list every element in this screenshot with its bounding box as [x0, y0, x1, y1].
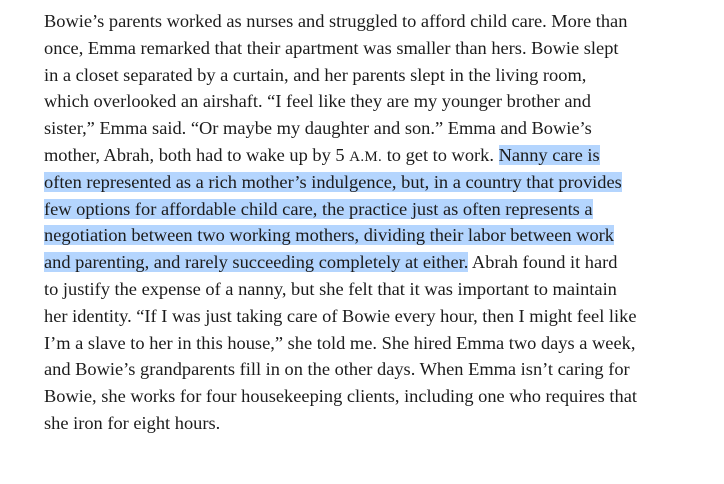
paragraph-line: [44, 142, 716, 169]
paragraph-line: [44, 196, 716, 223]
time-small-caps: A.M.: [349, 148, 383, 165]
paragraph-line: [44, 222, 716, 249]
paragraph-line: [44, 303, 716, 330]
paragraph-line: [44, 383, 716, 410]
paragraph-line: [44, 88, 716, 115]
paragraph-line: [44, 8, 716, 35]
selected-text[interactable]: Nanny care is: [498, 144, 600, 165]
line-text: Abrah found it hard: [468, 252, 618, 273]
line-text: her identity. “If I was just taking care of Bowie every hour, then I might feel like: [44, 305, 637, 326]
line-text: I’m a slave to her in this house,” she told me. She hired Emma two days a week,: [44, 332, 636, 353]
paragraph-line: [44, 115, 716, 142]
line-text: once, Emma remarked that their apartment was smaller than hers. Bowie slept: [44, 37, 619, 58]
paragraph-line: [44, 276, 716, 303]
line-text: sister,” Emma said. “Or maybe my daughter and son.” Emma and Bowie’s: [44, 118, 592, 139]
paragraph-line: [44, 62, 716, 89]
paragraph-line: [44, 356, 716, 383]
selected-text[interactable]: often represented as a rich mother’s indulgence, but, in a country that provides: [44, 171, 622, 192]
line-text: Bowie, she works for four housekeeping clients, including one who requires that: [44, 386, 637, 407]
line-text: to justify the expense of a nanny, but she felt that it was important to maintain: [44, 278, 617, 299]
line-text: which overlooked an airshaft. “I feel like they are my younger brother and: [44, 91, 591, 112]
paragraph-line: [44, 169, 716, 196]
selected-text[interactable]: and parenting, and rarely succeeding completely at either.: [44, 252, 469, 273]
line-text: mother, Abrah, both had to wake up by 5: [44, 144, 350, 165]
paragraph-line: [44, 249, 716, 276]
line-text: she iron for eight hours.: [44, 412, 221, 433]
line-text: to get to work.: [382, 144, 499, 165]
paragraph-line: [44, 35, 716, 62]
line-text: Bowie’s parents worked as nurses and struggled to afford child care. More than: [44, 11, 628, 31]
paragraph-line: [44, 330, 716, 357]
selected-text[interactable]: few options for affordable child care, the practice just as often represents a: [44, 198, 593, 219]
article-paragraph: [44, 8, 716, 437]
line-text: and Bowie’s grandparents fill in on the other days. When Emma isn’t caring for: [44, 359, 630, 380]
paragraph-line: [44, 410, 716, 437]
selected-text[interactable]: negotiation between two working mothers, dividing their labor between work: [44, 225, 614, 246]
line-text: in a closet separated by a curtain, and her parents slept in the living room,: [44, 64, 587, 85]
